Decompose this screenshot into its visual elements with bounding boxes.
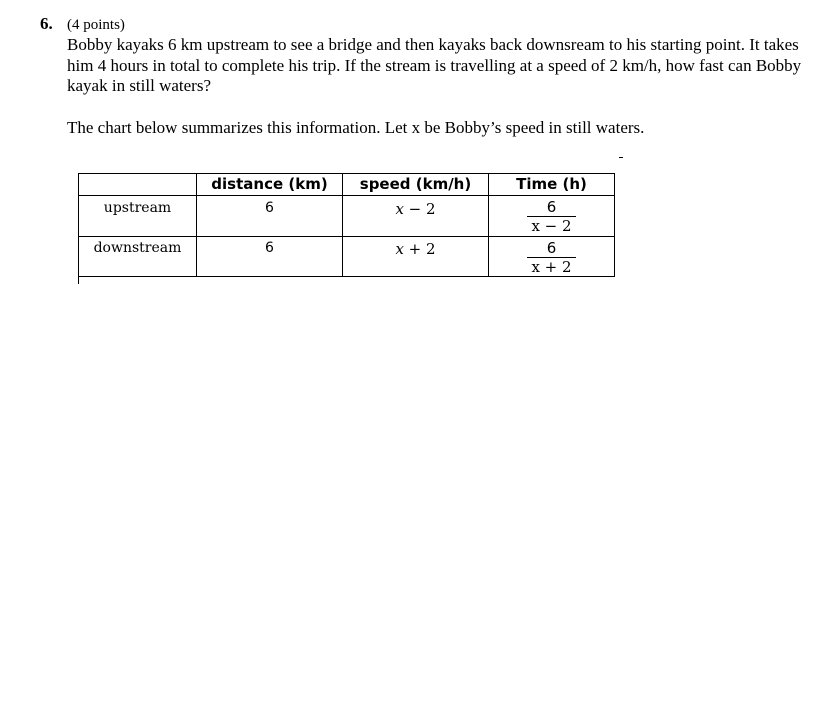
time-numerator: 6 [546, 239, 557, 257]
question-prompt: Bobby kayaks 6 km upstream to see a bridge and then kayaks back downsream to his starting point. It takes him 4 hours in total to complete his trip. If the stream is travelling at a speed of 2 km/h, how fast can Bobby kayak in still waters? [67, 35, 802, 95]
row-label-text: downstream [93, 240, 182, 256]
time-fraction [527, 239, 575, 276]
time-denominator: x − 2 [527, 216, 575, 235]
question-points: (4 points) [67, 17, 125, 33]
stray-mark [78, 274, 79, 284]
distance-value: 6 [265, 200, 274, 216]
question-number: 6. [40, 14, 53, 33]
table-row-downstream [79, 237, 615, 277]
stray-mark [619, 157, 623, 158]
speed-cell [343, 196, 489, 237]
speed-offset: + 2 [403, 240, 436, 258]
row-label [79, 237, 197, 277]
time-fraction [527, 198, 575, 235]
time-denominator: x + 2 [527, 257, 575, 276]
distance-cell [197, 196, 343, 237]
row-label-text: upstream [103, 200, 172, 216]
row-label [79, 196, 197, 237]
header-empty [79, 174, 197, 196]
speed-expression [343, 237, 488, 258]
speed-cell [343, 237, 489, 277]
time-numerator: 6 [546, 198, 557, 216]
time-cell [489, 237, 615, 277]
speed-variable: x [395, 200, 404, 218]
speed-expression [343, 196, 488, 218]
summary-table [78, 173, 615, 277]
speed-variable: x [395, 240, 404, 258]
distance-cell [197, 237, 343, 277]
chart-intro: The chart below summarizes this information. Let x be Bobby’s speed in still waters. [67, 118, 645, 137]
header-speed: speed (km/h) [343, 174, 489, 196]
header-time: Time (h) [489, 174, 615, 196]
speed-offset: − 2 [403, 200, 436, 218]
time-cell [489, 196, 615, 237]
distance-value: 6 [265, 240, 274, 256]
header-distance: distance (km) [197, 174, 343, 196]
table-header-row [79, 174, 615, 196]
table-row-upstream [79, 196, 615, 237]
